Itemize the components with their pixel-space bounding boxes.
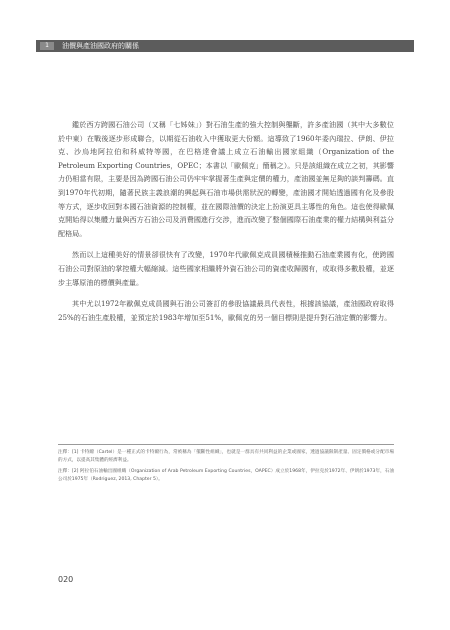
footnote-1: 注釋：[1] 卡特爾（Cartel）是一種正式的卡特爾行為，常被稱為「壟斷性組織」，也就是一群具有共同利益的企業或國家，透過協議限制產量、固定價格或分配市場的方式，以提高其集體的經濟利益。	[58, 450, 394, 464]
page-number: 020	[58, 575, 74, 584]
running-header-title: 油價與產油國政府的關係	[62, 42, 139, 50]
body-paragraph-1: 鑑於西方跨國石油公司（又稱「七姊妹」）對石油生產的強大控制與壟斷，許多產油國（其中大多數位於中東）在戰後逐步形成聯合，以期從石油收入中獲取更大份額。這導致了1960年委內瑞拉、伊朗、伊拉克、沙烏地阿拉伯和科威特等國，在巴格達會議上成立石油輸出國家組織（Organization of the Petroleum Exporting Countries，OPEC；本書以「歐佩克」簡稱之）。只是該組織在成立之初，其影響力仍相當有限，主要是因為跨國石油公司仍牢牢掌握著生產與定價的權力，產油國並無足夠的談判籌碼。直到1970年代初期，隨著民族主義浪潮的興起與石油市場供需狀況的轉變，產油國才開始透過國有化及參股等方式，逐步收回對本國石油資源的控制權，並在國際油價的決定上扮演更具主導性的角色。這也使得歐佩克開始得以集體力量與西方石油公司及消費國進行交涉，進而改變了整個國際石油產業的權力結構與利益分配格局。	[58, 120, 394, 238]
footnote-2: 注釋：[2] 阿拉伯石油輸出國組織（Organization of Arab Petroleum Exporting Countries，OAPEC）成立於1968年，伊拉克於1972年、伊朗於1973年，石油公司於1975年（Rodriguez, 2013, Chapter 5）。	[58, 468, 394, 483]
body-paragraph-2: 然而以上這種美好的情景卻很快有了改變，1970年代歐佩克成員國積極推動石油產業國有化，使跨國石油公司對原油的掌控權大幅縮減。這些國家相繼將外資石油公司的資產收歸國有，或取得多數股權，並逐步主導原油的標價與產量。	[58, 250, 394, 287]
main-body-text	[58, 118, 394, 332]
body-paragraph-3: 其中尤以1972年歐佩克成員國與石油公司簽訂的參股協議最具代表性，根據該協議，產油國政府取得25%的石油生產股權，並預定於1983年增加至51%，歐佩克的另一個目標則是提升對石油定價的影響力。	[58, 299, 394, 322]
footnote-divider	[58, 444, 394, 445]
chapter-number-box: 1	[40, 42, 54, 50]
footnotes-section	[58, 449, 394, 487]
